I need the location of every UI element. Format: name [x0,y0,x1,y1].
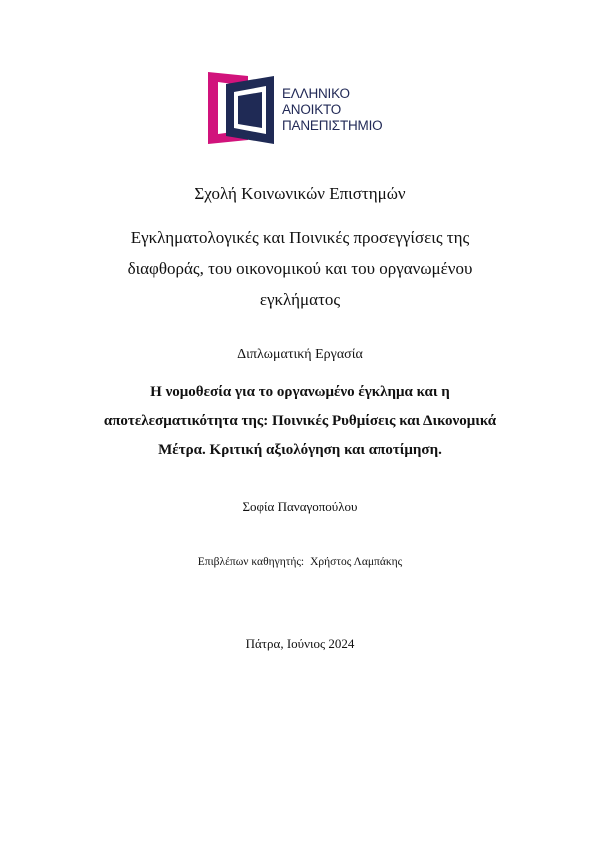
course-title-line2: διαφθοράς, του οικονομικού και του οργανωμένου [127,259,473,278]
school-name: Σχολή Κοινωνικών Επιστημών [194,184,406,203]
thesis-title-line1: Η νομοθεσία για το οργανωμένο έγκλημα και η [150,384,450,400]
supervisor-label: Επιβλέπων καθηγητής: [197,556,305,568]
thesis-title-line2: αποτελεσματικότητα της: Ποινικές Ρυθμίσεις και Δικονομικά [103,413,497,429]
university-name [282,86,382,134]
course-title [0,222,600,315]
university-logo [208,72,408,144]
thesis-title [70,378,530,465]
university-name-line1: ΕΛΛΗΝΙΚΟ [282,86,350,101]
course-title-line1: Εγκληματολογικές και Ποινικές προσεγγίσεις της [130,228,470,247]
thesis-type: Διπλωματική Εργασία [237,347,363,362]
university-emblem-icon [208,72,278,144]
university-name-line2: ΑΝΟΙΚΤΟ [282,102,342,117]
author-name: Σοφία Παναγοπούλου [242,499,358,514]
place-date: Πάτρα, Ιούνιος 2024 [245,636,355,651]
supervisor-name: Χρήστος Λαμπάκης [310,556,403,568]
university-name-line3: ΠΑΝΕΠΙΣΤΗΜΙΟ [282,118,383,133]
thesis-title-line3: Μέτρα. Κριτική αξιολόγηση και αποτίμηση. [158,442,442,458]
course-title-line3: εγκλήματος [259,290,341,309]
supervisor [0,556,600,568]
